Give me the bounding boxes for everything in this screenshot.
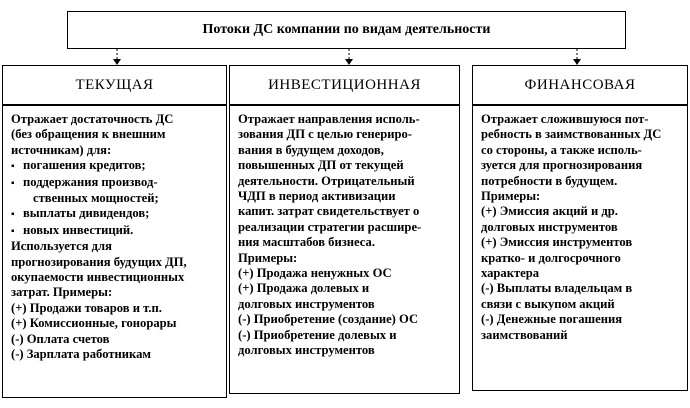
- text-line: Отражает направления исполь-: [238, 112, 420, 126]
- text-line: (-) Зарплата работникам: [11, 347, 151, 362]
- text-line: (-) Выплаты владельцам в: [481, 281, 633, 296]
- text-line: реализации стратегии расшире-: [238, 219, 422, 234]
- text-line: (-) Денежные погашения: [481, 312, 623, 327]
- header-current: ТЕКУЩАЯ: [2, 65, 227, 105]
- text-line: источникам) для:: [11, 142, 112, 157]
- text-line: со стороны, а также исполь-: [481, 142, 642, 157]
- text-line: ▪ поддержания производ-: [11, 175, 218, 191]
- text-line: связи с выкупом акций: [481, 296, 615, 311]
- text-line: капит. затрат свидетельствует о: [238, 204, 420, 219]
- text-line: Используется для: [11, 239, 112, 254]
- text-line: (+) Комиссионные, гонорары: [11, 316, 177, 331]
- text-line: характера: [481, 266, 540, 281]
- text-line: ЧДП в период активизации: [238, 189, 396, 204]
- text-line: Примеры:: [481, 189, 541, 204]
- text-line: потребности в будущем.: [481, 173, 618, 188]
- text-line: (+) Продажа ненужных ОС: [238, 266, 392, 281]
- text-line: долговых инструментов: [238, 296, 375, 311]
- body-current: [2, 105, 227, 398]
- text-line: затрат. Примеры:: [11, 285, 113, 300]
- text-line: ребность в заимствованных ДС: [481, 127, 662, 142]
- text-line: (-) Приобретение долевых и: [238, 327, 397, 342]
- header-investment: ИНВЕСТИЦИОННАЯ: [229, 65, 460, 105]
- text-line: (+) Продажи товаров и т.п.: [11, 300, 162, 315]
- text-line: долговых инструментов: [238, 343, 375, 358]
- text-line: ▪ погашения кредитов;: [11, 158, 218, 174]
- text-line: (+) Эмиссия инструментов: [481, 235, 633, 250]
- text-line: (без обращения к внешним: [11, 127, 166, 142]
- text-line: прогнозирования будущих ДП,: [11, 254, 187, 269]
- body-investment: [229, 105, 460, 394]
- text-line: окупаемости инвестиционных: [11, 270, 185, 285]
- text-line: (-) Приобретение (создание) ОС: [238, 312, 419, 327]
- text-line: Примеры:: [238, 250, 298, 265]
- text-line: (+) Продажа долевых и: [238, 281, 370, 296]
- diagram-title: Потоки ДС компании по видам деятельности: [67, 11, 626, 49]
- text-line: кратко- и долгосрочного: [481, 250, 621, 265]
- text-line: вания в будущем доходов,: [238, 142, 384, 157]
- text-line: зуется для прогнозирования: [481, 158, 643, 173]
- text-line: Отражает сложившуюся пот-: [481, 112, 649, 126]
- text-line: ния масштабов бизнеса.: [238, 235, 375, 250]
- header-financial: ФИНАНСОВАЯ: [472, 65, 688, 105]
- text-line: Отражает достаточность ДС: [11, 112, 174, 126]
- text-line: долговых инструментов: [481, 219, 618, 234]
- text-line: (+) Эмиссия акций и др.: [481, 204, 618, 219]
- text-line: заимствований: [481, 327, 568, 342]
- text-line: зования ДП с целью генериро-: [238, 127, 412, 142]
- text-line: ственных мощностей;: [33, 191, 159, 206]
- text-line: ▪ выплаты дивидендов;: [11, 206, 218, 222]
- text-line: (-) Оплата счетов: [11, 331, 110, 346]
- body-financial: [472, 105, 688, 391]
- text-line: деятельности. Отрицательный: [238, 173, 415, 188]
- text-line: ▪ новых инвестиций.: [11, 223, 218, 239]
- text-line: повышенных ДП от текущей: [238, 158, 404, 173]
